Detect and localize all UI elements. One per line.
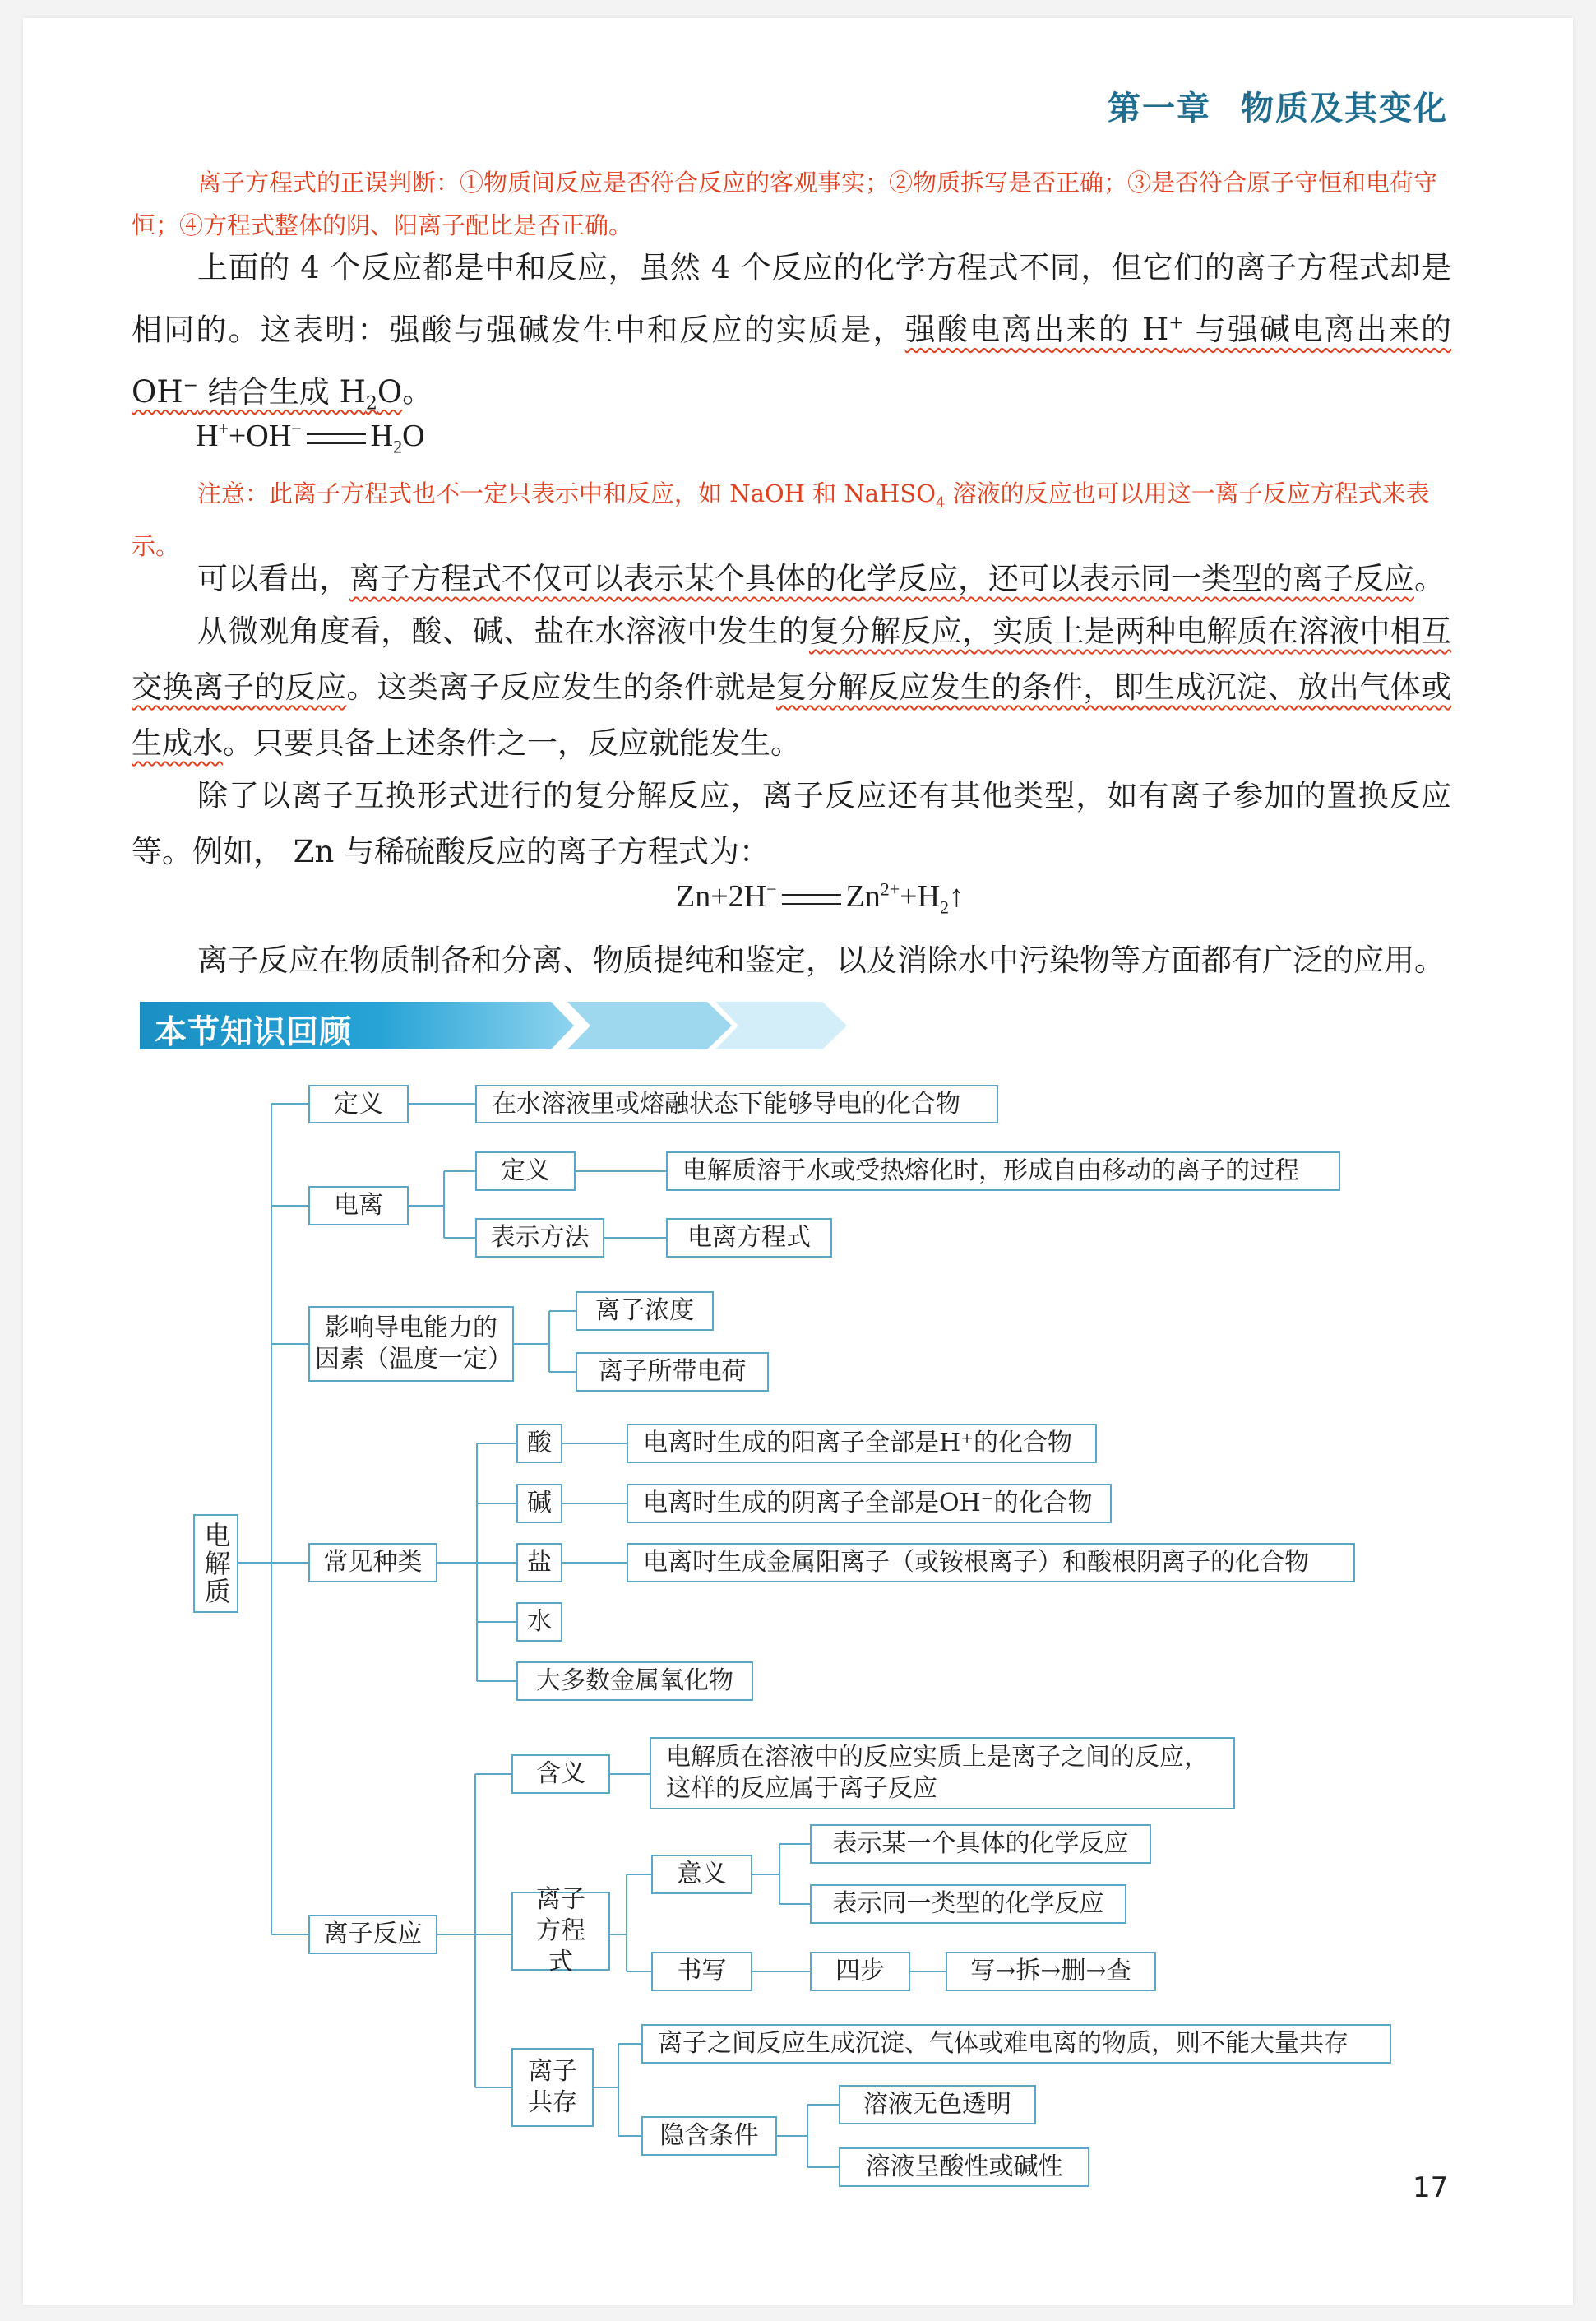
map-four-steps: 四步 bbox=[810, 1952, 910, 1991]
section-banner-title: 本节知识回顾 bbox=[155, 1014, 353, 1051]
paragraph-micro-view: 从微观角度看，酸、碱、盐在水溶液中发生的复分解反应，实质上是两种电解质在溶液中相互交换离子的反应。这类离子反应发生的条件就是复分解反应发生的条件，即生成沉淀、放出气体或生成水。只要具备上述条件之一，反应就能发生。 bbox=[132, 614, 1452, 761]
map-reaction-meaning: 含义 bbox=[511, 1754, 610, 1794]
map-coexistence-text: 离子之间反应生成沉淀、气体或难电离的物质，则不能大量共存 bbox=[641, 2024, 1391, 2064]
map-colorless-solution: 溶液无色透明 bbox=[839, 2085, 1036, 2124]
map-base-text: 电离时生成的阴离子全部是OH⁻的化合物 bbox=[627, 1484, 1112, 1523]
map-acidic-or-basic: 溶液呈酸性或碱性 bbox=[839, 2147, 1089, 2187]
map-step-sequence: 写→拆→删→查 bbox=[946, 1952, 1156, 1991]
map-ionic-reaction: 离子反应 bbox=[308, 1915, 437, 1954]
map-writing: 书写 bbox=[651, 1952, 752, 1991]
chapter-number: 第一章 bbox=[1108, 90, 1211, 127]
map-base: 碱 bbox=[516, 1484, 562, 1523]
paragraph-applications: 离子反应在物质制备和分离、物质提纯和鉴定，以及消除水中污染物等方面都有广泛的应用。 bbox=[197, 943, 1445, 978]
map-specific-reaction: 表示某一个具体的化学反应 bbox=[810, 1824, 1151, 1864]
map-common-types: 常见种类 bbox=[308, 1543, 437, 1582]
map-ionization: 电离 bbox=[308, 1186, 409, 1225]
page-number: 17 bbox=[1413, 2171, 1449, 2204]
map-representation: 表示方法 bbox=[475, 1218, 604, 1258]
map-salt: 盐 bbox=[516, 1543, 562, 1582]
map-water: 水 bbox=[516, 1602, 562, 1642]
map-acid: 酸 bbox=[516, 1424, 562, 1463]
map-ionization-definition-text: 电解质溶于水或受热熔化时，形成自由移动的离子的过程 bbox=[666, 1151, 1340, 1191]
equation-neutralization: H++OH− $H_2O$ bbox=[196, 418, 425, 457]
map-metal-oxide: 大多数金属氧化物 bbox=[516, 1661, 753, 1701]
key-sentence-neutralization: 强酸电离出来的 H+ 与强碱电离出来的 OH− 结合生成 $H_2O$ bbox=[132, 312, 1452, 415]
map-ionization-definition: 定义 bbox=[475, 1151, 576, 1191]
map-root-electrolyte: 电解质 bbox=[193, 1514, 238, 1613]
map-ion-charge: 离子所带电荷 bbox=[576, 1352, 769, 1392]
chapter-title: 物质及其变化 bbox=[1241, 90, 1448, 127]
map-salt-text: 电离时生成金属阳离子（或铵根离子）和酸根阴离子的化合物 bbox=[627, 1543, 1355, 1582]
map-acid-text: 电离时生成的阳离子全部是H⁺的化合物 bbox=[627, 1424, 1097, 1463]
map-hidden-conditions: 隐含条件 bbox=[641, 2116, 777, 2156]
note-attention: 注意：此离子方程式也不一定只表示中和反应，如 NaOH 和 NaHSO$_4$ 溶液的反应也可以用这一离子反应方程式来表示。 bbox=[132, 479, 1430, 560]
equation-zinc: Zn+2H− $Zn^{2+}+H_2↑$ bbox=[676, 878, 965, 918]
map-definition: 定义 bbox=[308, 1085, 409, 1123]
paragraph-other-types: 除了以离子互换形式进行的复分解反应，离子反应还有其他类型，如有离子参加的置换反应等。例如， Zn 与稀硫酸反应的离子方程式为： bbox=[132, 778, 1451, 869]
map-reaction-meaning-text: 电解质在溶液中的反应实质上是离子之间的反应，这样的反应属于离子反应 bbox=[650, 1737, 1235, 1809]
map-definition-text: 在水溶液里或熔融状态下能够导电的化合物 bbox=[475, 1085, 998, 1123]
map-equation-meaning: 意义 bbox=[651, 1855, 752, 1894]
map-ionic-equation: 离子方程式 bbox=[511, 1892, 610, 1971]
map-ion-coexistence: 离子共存 bbox=[511, 2048, 594, 2127]
map-conductivity-factors: 影响导电能力的因素（温度一定） bbox=[308, 1306, 514, 1382]
map-ionization-equation: 电离方程式 bbox=[666, 1218, 832, 1258]
note-judgement: 离子方程式的正误判断：①物质间反应是否符合反应的客观事实；②物质拆写是否正确；③是否符合原子守恒和电荷守恒；④方程式整体的阴、阳离子配比是否正确。 bbox=[132, 169, 1438, 239]
map-same-type-reaction: 表示同一类型的化学反应 bbox=[810, 1884, 1126, 1924]
paragraph-neutralization: 上面的 4 个反应都是中和反应，虽然 4 个反应的化学方程式不同，但它们的离子方程式却是相同的。这表明：强酸与强碱发生中和反应的实质是，强酸电离出来的 H+ 与强碱电离出来的 OH− 结合生成 $H_2O$。 bbox=[132, 250, 1452, 415]
map-ion-concentration: 离子浓度 bbox=[576, 1291, 714, 1331]
paragraph-meaning: 可以看出，离子方程式不仅可以表示某个具体的化学反应，还可以表示同一类型的离子反应。 bbox=[197, 561, 1445, 596]
